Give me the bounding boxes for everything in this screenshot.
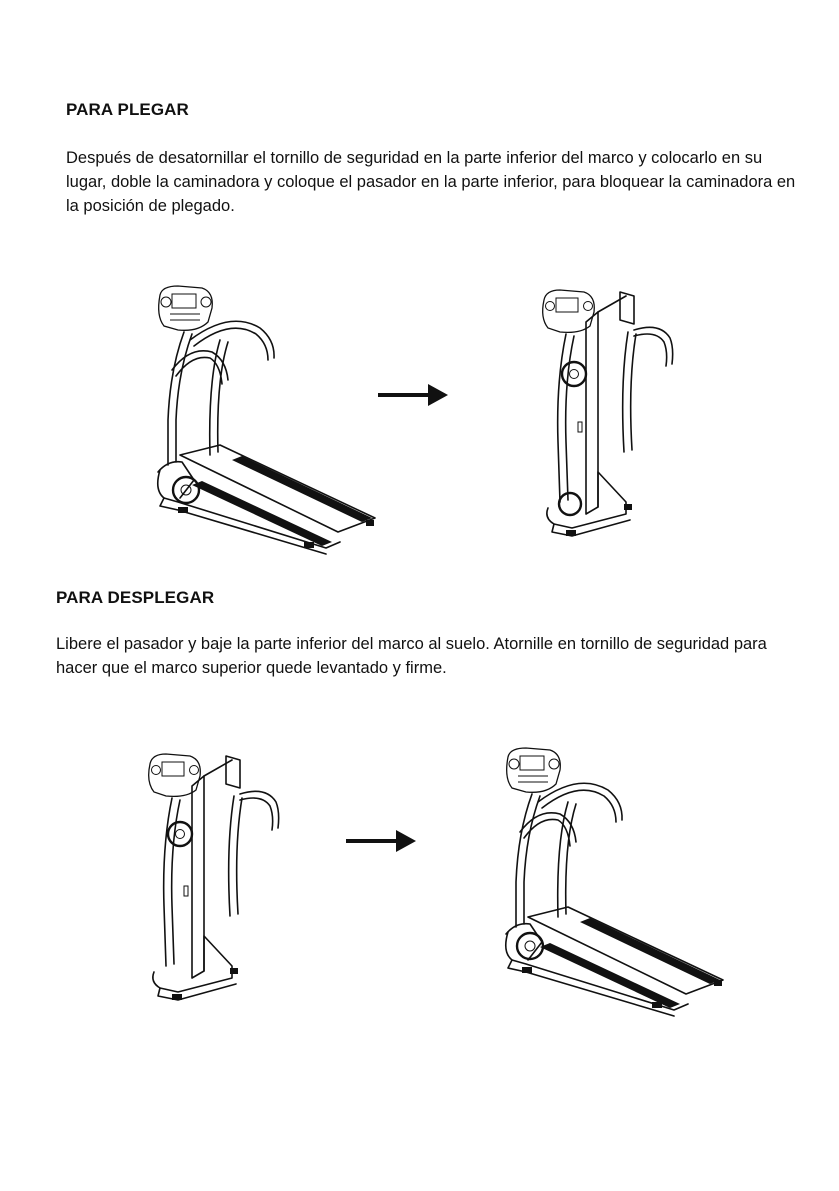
- arrow-right-icon: [346, 830, 418, 852]
- arrow-right-icon: [378, 384, 450, 406]
- unfold-heading: PARA DESPLEGAR: [56, 588, 215, 607]
- fold-instructions: Después de desatornillar el tornillo de seguridad en la parte inferior del marco y colocarlo en su lugar, doble la caminadora y coloque el pasador en la parte inferior, para bloquear la caminadora en la posición de plegado.: [66, 149, 796, 215]
- unfold-instructions: Libere el pasador y baje la parte inferior del marco al suelo. Atornille en tornillo de seguridad para hacer que el marco superior quede levantado y firme.: [56, 635, 767, 677]
- treadmill-unfolded-illustration: [150, 280, 390, 555]
- treadmill-folded-illustration: [144, 746, 294, 1006]
- treadmill-unfolded-illustration: [498, 742, 738, 1017]
- fold-heading: PARA PLEGAR: [66, 100, 189, 119]
- treadmill-folded-illustration: [538, 282, 688, 542]
